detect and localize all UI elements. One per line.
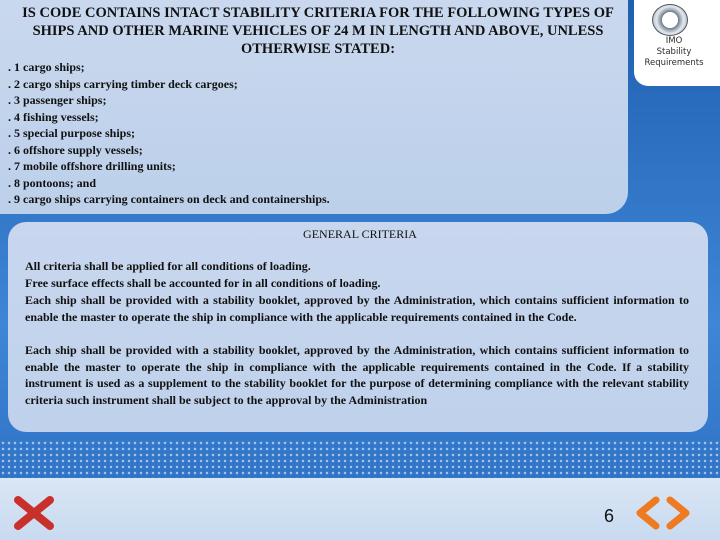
list-item: . 3 passenger ships; xyxy=(8,93,107,107)
slide-title: IS CODE CONTAINS INTACT STABILITY CRITERIA FOR THE FOLLOWING TYPES OF SHIPS AND OTHER MARINE VEHICLES OF 24 M IN LENGTH AND ABOVE, UNLESS OTHERWISE STATED: xyxy=(22,5,614,57)
arrow-right-icon[interactable] xyxy=(664,496,692,530)
imo-emblem-icon xyxy=(652,4,688,36)
decorative-stripe xyxy=(0,440,720,478)
ship-type-list xyxy=(8,59,428,208)
close-icon[interactable] xyxy=(14,496,54,530)
list-item: . 4 fishing vessels; xyxy=(8,109,99,124)
criteria-heading: GENERAL CRITERIA xyxy=(303,227,417,241)
criteria-paragraph-2: Free surface effects shall be accounted for in all conditions of loading. xyxy=(25,276,381,290)
list-item: . 2 cargo ships carrying timber deck cargoes; xyxy=(8,76,238,91)
page-number: 6 xyxy=(604,506,615,526)
criteria-paragraph-1: All criteria shall be applied for all conditions of loading. xyxy=(25,259,311,273)
criteria-paragraph-4: Each ship shall be provided with a stability booklet, approved by the Administration, which contains sufficient information to enable the master to operate the ship in compliance with the applicable requirements contained in the Code. If a stability instrument is used as a supplement to the stability booklet for the purpose of determining compliance with the relevant stability criteria such instrument shall be subject to the approval by the Administration xyxy=(25,343,689,407)
criteria-paragraph-3: Each ship shall be provided with a stability booklet, approved by the Administration, which contains sufficient information to enable the master to operate the ship in compliance with the applicable requirements contained in the Code. xyxy=(25,293,689,324)
list-item: . 7 mobile offshore drilling units; xyxy=(8,159,176,173)
logo-caption xyxy=(634,36,714,69)
logo-line-stability: Stability xyxy=(656,47,692,57)
logo-line-requirements: Requirements xyxy=(644,58,704,68)
list-item: . 5 special purpose ships; xyxy=(8,126,136,140)
list-item: . 9 cargo ships carrying containers on deck and containerships. xyxy=(8,192,330,206)
list-item: . 8 pontoons; and xyxy=(8,175,97,190)
logo-line-imo: IMO xyxy=(665,36,683,46)
list-item: . 6 offshore supply vessels; xyxy=(8,142,143,157)
list-item: . 1 cargo ships; xyxy=(8,60,85,74)
arrow-left-icon[interactable] xyxy=(634,496,662,530)
